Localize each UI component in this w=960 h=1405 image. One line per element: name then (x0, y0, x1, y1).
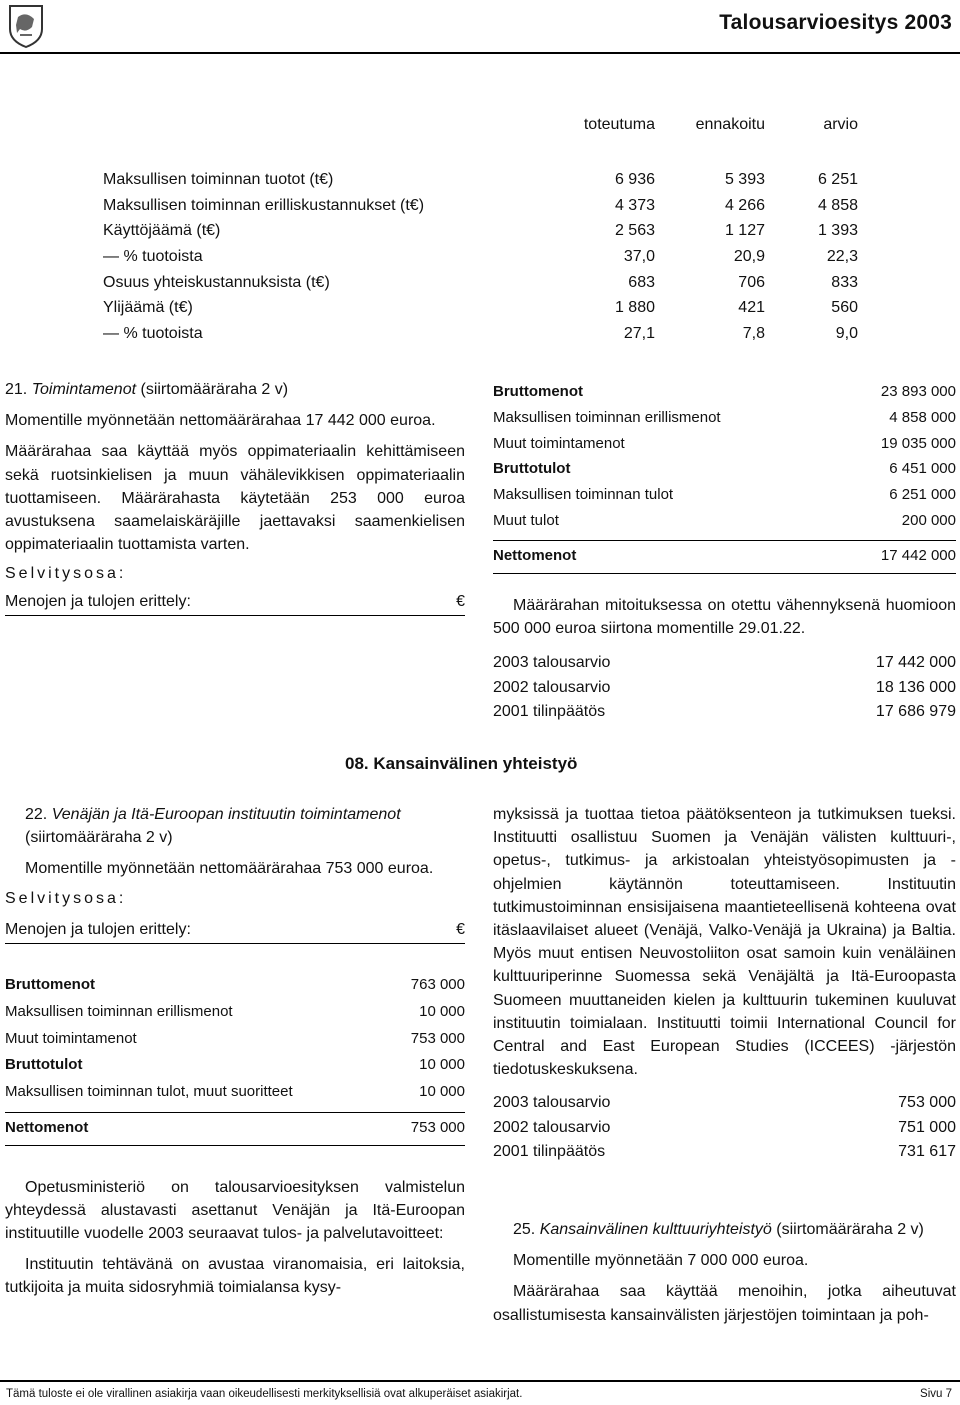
item-22-column (5, 803, 465, 1300)
item-21-column (5, 378, 465, 616)
net-value-22: 753 000 (410, 1118, 465, 1136)
budget-value: 753 000 (898, 1094, 956, 1112)
budget-label: 2003 talousarvio (493, 1094, 611, 1112)
summary-cell-arvio: 833 (831, 273, 858, 291)
section-08-title: 08. Kansainvälinen yhteistyö (345, 754, 578, 773)
breakdown-row (5, 974, 465, 1001)
summary-row-label: Käyttöjäämä (t€) (103, 222, 221, 240)
summary-cell-ennakoitu: 4 266 (724, 196, 765, 214)
item-21-note: Määrärahan mitoituksessa on otettu vähennyksenä huomioon 500 000 euroa siirtona momentille 29.01.22. (493, 597, 956, 638)
item-22-paragraph-1: Momentille myönnetään nettomäärärahaa 753 000 euroa. (25, 860, 434, 878)
item-22-heading (5, 803, 465, 849)
budget-row (493, 651, 956, 676)
item-22-title: Venäjän ja Itä-Euroopan instituutin toimintamenot (51, 806, 401, 823)
item-22-number: 22. (25, 806, 52, 823)
item-21-budget (493, 651, 956, 725)
breakdown-heading-label: Menojen ja tulojen erittely: (5, 592, 191, 610)
summary-table-row (103, 296, 858, 322)
breakdown-value: 753 000 (410, 1029, 465, 1047)
item-21-title: Toimintamenot (31, 381, 137, 398)
item-25-paragraph-2: Määrärahaa saa käyttää menoihin, jotka aiheutuvat osallistumisesta kansainvälisten järjestöjen toimintaan ja poh- (493, 1283, 956, 1324)
item-25-paragraph-1: Momentille myönnetään 7 000 000 euroa. (513, 1252, 809, 1270)
budget-label: 2001 tilinpäätös (493, 1143, 606, 1161)
net-label: Nettomenot (493, 546, 577, 564)
item-22-continued (493, 803, 956, 1165)
item-25-heading (493, 1218, 956, 1241)
summary-cell-toteutuma: 683 (628, 273, 655, 291)
summary-cell-ennakoitu: 706 (738, 273, 765, 291)
item-21-breakdown-table (493, 381, 956, 574)
summary-cell-arvio: 1 393 (817, 222, 858, 240)
summary-table-header (103, 113, 858, 139)
breakdown-label: Bruttomenot (5, 975, 95, 993)
summary-row-label: Ylijäämä (t€) (103, 299, 193, 317)
summary-cell-arvio: 22,3 (826, 248, 858, 266)
breakdown-heading-22 (5, 918, 465, 944)
net-value: 17 442 000 (880, 546, 956, 564)
summary-table-row (103, 245, 858, 271)
item-25-column (493, 1218, 956, 1327)
column-header-ennakoitu: ennakoitu (695, 116, 765, 133)
breakdown-row (5, 1001, 465, 1028)
breakdown-label: Maksullisen toiminnan tulot (493, 486, 674, 504)
budget-value: 751 000 (898, 1118, 956, 1136)
breakdown-row (493, 407, 956, 433)
summary-cell-ennakoitu: 421 (738, 299, 765, 317)
summary-cell-ennakoitu: 5 393 (724, 171, 765, 188)
breakdown-row (493, 510, 956, 536)
net-label-22: Nettomenot (5, 1118, 89, 1136)
summary-cell-toteutuma: 1 880 (614, 299, 655, 317)
summary-cell-arvio: 4 858 (817, 196, 858, 214)
budget-label: 2001 tilinpäätös (493, 703, 606, 720)
header-rule (0, 52, 960, 54)
budget-label: 2003 talousarvio (493, 654, 611, 671)
summary-cell-toteutuma: 4 373 (614, 196, 655, 214)
net-row-22 (5, 1112, 465, 1146)
item-21-number: 21. (5, 381, 32, 398)
summary-cell-toteutuma: 2 563 (614, 222, 655, 240)
budget-value: 18 136 000 (875, 678, 956, 696)
breakdown-label: Muut tulot (493, 511, 559, 529)
item-22-budget-rows (493, 1091, 956, 1165)
column-header-toteutuma: toteutuma (583, 116, 655, 133)
footer-rule (0, 1380, 960, 1382)
net-row (493, 540, 956, 574)
footer-notice: Tämä tuloste ei ole virallinen asiakirja vaan oikeudellisesti merkityksellisiä ovat alkuperäiset asiakirjat. (6, 1388, 523, 1400)
currency-symbol-22: € (456, 920, 465, 938)
selvitysosa-label-22: Selvitysosa: (5, 889, 127, 907)
item-25-title: Kansainvälinen kulttuuriyhteistyö (539, 1221, 772, 1238)
summary-cell-arvio: 9,0 (835, 325, 858, 343)
budget-value: 17 686 979 (875, 703, 956, 720)
budget-label: 2002 talousarvio (493, 1118, 611, 1136)
item-22-paragraph-3: Instituutin tehtävänä on avustaa viranomaisia, eri laitoksia, tutkijoita ja muita sidosryhmiä toimialansa kysy- (5, 1256, 465, 1297)
breakdown-value: 10 000 (419, 1083, 465, 1101)
breakdown-heading-label-22: Menojen ja tulojen erittely: (5, 920, 191, 938)
breakdown-value: 23 893 000 (880, 383, 956, 400)
budget-row (493, 700, 956, 725)
item-25-title-rest: (siirtomääräraha 2 v) (771, 1221, 924, 1238)
summary-row-label: Osuus yhteiskustannuksista (t€) (103, 273, 330, 291)
item-25-number: 25. (513, 1221, 540, 1238)
budget-value: 731 617 (898, 1143, 956, 1161)
item-21-budget-rows (493, 651, 956, 725)
breakdown-label: Muut toimintamenot (5, 1029, 137, 1047)
breakdown-heading (5, 590, 465, 616)
summary-table-body (103, 168, 858, 348)
breakdown-row (493, 458, 956, 484)
breakdown-row (5, 1081, 465, 1108)
breakdown-label: Maksullisen toiminnan erillismenot (5, 1002, 233, 1020)
breakdown-row (5, 1028, 465, 1055)
budget-row (493, 676, 956, 701)
breakdown-value: 10 000 (419, 1002, 465, 1020)
summary-cell-toteutuma: 27,1 (623, 325, 655, 343)
summary-cell-arvio: 560 (831, 299, 858, 317)
page-number: Sivu 7 (920, 1388, 952, 1400)
breakdown-value: 4 858 000 (889, 408, 956, 426)
coat-of-arms-logo (6, 3, 46, 49)
item-21-paragraph-2: Määrärahaa saa käyttää myös oppimateriaalin kehittämiseen sekä ruotsinkielisen ja muun vähälevikkisen oppimateriaalin tuottamiseen. Määrärahasta käytetään 253 000 euroa avustuksena saamelaiskäräjille jaettavaksi saamenkielisen oppimateriaalin tuottamista varten. (5, 443, 465, 554)
breakdown-label: Bruttotulot (493, 460, 571, 478)
breakdown-label: Bruttomenot (493, 383, 583, 400)
breakdown-label: Maksullisen toiminnan erillismenot (493, 408, 721, 426)
breakdown-value: 200 000 (901, 511, 956, 529)
column-header-arvio: arvio (823, 116, 858, 133)
summary-cell-ennakoitu: 7,8 (742, 325, 765, 343)
summary-row-label: Maksullisen toiminnan erilliskustannukset (t€) (103, 196, 425, 214)
summary-row-label: — % tuotoista (103, 248, 203, 266)
breakdown-row (493, 484, 956, 510)
item-22-title-rest: (siirtomääräraha 2 v) (25, 829, 173, 847)
budget-label: 2002 talousarvio (493, 678, 611, 696)
selvitysosa-label: Selvitysosa: (5, 565, 127, 583)
breakdown-value: 6 251 000 (889, 486, 956, 504)
item-21-title-rest: (siirtomääräraha 2 v) (136, 381, 289, 398)
breakdown-label: Bruttotulot (5, 1056, 83, 1074)
breakdown-label: Muut toimintamenot (493, 434, 625, 452)
summary-table-row (103, 168, 858, 194)
budget-value: 17 442 000 (875, 654, 956, 671)
breakdown-value: 763 000 (410, 975, 465, 993)
breakdown-row (493, 433, 956, 459)
summary-table-row (103, 194, 858, 220)
budget-row (493, 1091, 956, 1116)
item-22-paragraph-3-cont: myksissä ja tuottaa tietoa päätöksenteon ja tutkimuksen tueksi. Instituutti osallistuu Suomen ja Venäjän välisten kulttuuri-, opetus-, tutkimus- ja arkistoalan yhteistyösopimusten ja -ohjelmien käytännön toteuttamiseen. Instituutin tutkimustoiminnan ensisijaisena maantieteellisenä kohteena ovat itäslaavilaiset alueet (Venäjä, Valko-Venäjä ja Ukraina) ja Baltia. Myös muut entisen Neuvostoliiton osat samoin kuin venäläinen kulttuuriperinne Suomessa sekä Venäjältä ja Itä-Euroopasta Suomeen muuttaneiden kielen ja kulttuurin tukeminen kuuluvat instituutin toimialaan. Instituutti toimii International Council for Central and East European Studies (ICCEES) -järjestön tiedotuskeskuksena. (493, 806, 956, 1079)
summary-table-row (103, 219, 858, 245)
breakdown-value: 19 035 000 (880, 434, 956, 452)
summary-row-label: Maksullisen toiminnan tuotot (t€) (103, 171, 334, 188)
summary-table (103, 113, 858, 348)
summary-cell-arvio: 6 251 (817, 171, 858, 188)
summary-table-row (103, 322, 858, 348)
item-21-heading (5, 378, 465, 401)
summary-cell-toteutuma: 6 936 (614, 171, 655, 188)
summary-row-label: — % tuotoista (103, 325, 203, 343)
budget-row (493, 1140, 956, 1165)
breakdown-value: 6 451 000 (889, 460, 956, 478)
document-title: Talousarvioesitys 2003 (719, 11, 952, 34)
summary-table-row (103, 271, 858, 297)
summary-cell-ennakoitu: 20,9 (733, 248, 765, 266)
breakdown-label: Maksullisen toiminnan tulot, muut suoritteet (5, 1083, 293, 1101)
budget-row (493, 1116, 956, 1141)
breakdown-row (5, 1054, 465, 1081)
currency-symbol: € (456, 592, 465, 610)
item-22-breakdown-rows (5, 974, 465, 1108)
summary-cell-toteutuma: 37,0 (623, 248, 655, 266)
breakdown-row (493, 381, 956, 407)
item-21-breakdown-rows (493, 381, 956, 536)
item-22-paragraph-2: Opetusministeriö on talousarvioesityksen valmistelun yhteydessä alustavasti asettanut Venäjän ja Itä-Euroopan instituutille vuodelle 2003 seuraavat tulos- ja palvelutavoitteet: (5, 1178, 465, 1243)
summary-cell-ennakoitu: 1 127 (724, 222, 765, 240)
breakdown-value: 10 000 (419, 1056, 465, 1074)
item-21-paragraph-1: Momentille myönnetään nettomäärärahaa 17 442 000 euroa. (5, 412, 436, 430)
